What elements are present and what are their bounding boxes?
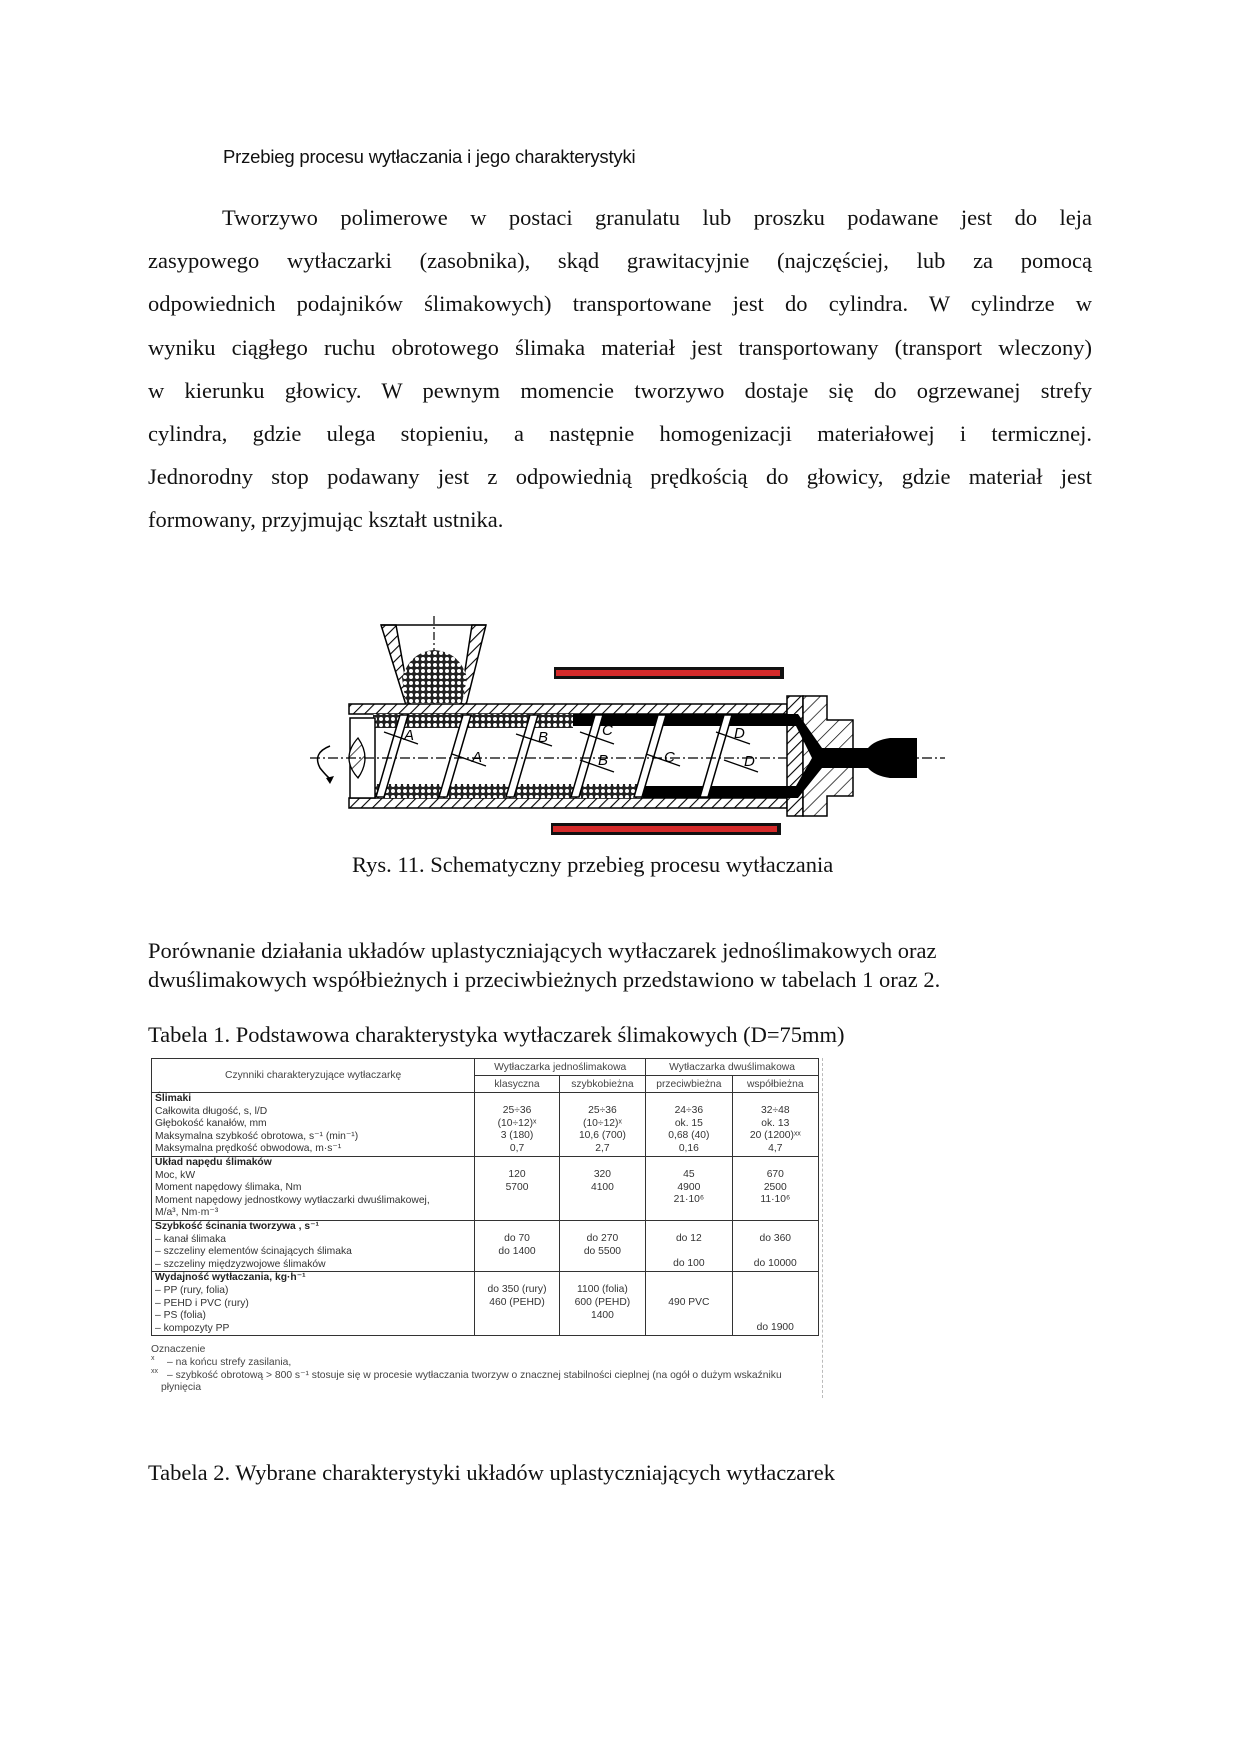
section-label-b2: B xyxy=(598,752,609,769)
section-label-c2: C xyxy=(664,749,675,766)
intro-line: Porównanie działania układów uplastyczniających wytłaczarek jednoślimakowych oraz xyxy=(148,938,937,963)
extruder-schematic-figure xyxy=(300,608,950,838)
section-title: Wydajność wytłaczania, kg·h⁻¹ xyxy=(155,1272,306,1284)
row-label: – PS (folia) xyxy=(155,1310,206,1322)
row-label: Moment napędowy jednostkowy wytłaczarki dwuślimakowej, xyxy=(155,1194,430,1206)
paragraph-line: Tworzywo polimerowe w postaci granulatu lub proszku podawane jest do leja xyxy=(222,205,1092,230)
note-item: x – na końcu strefy zasilania, xyxy=(151,1354,292,1368)
row-label: – kompozyty PP xyxy=(155,1322,230,1334)
scan-edge-line xyxy=(822,1058,823,1398)
intro-paragraph xyxy=(148,936,1048,994)
paragraph-line: odpowiednich podajników ślimakowych) transportowane jest do cylindra. W cylindrze w xyxy=(148,291,1092,317)
row-label: Głębokość kanałów, mm xyxy=(155,1118,267,1130)
row-label: – szczeliny międzyzwojowe ślimaków xyxy=(155,1258,326,1270)
section-label-c1: C xyxy=(602,722,613,739)
row-label: Moment napędowy ślimaka, Nm xyxy=(155,1182,302,1194)
header-col: przeciwbieżna xyxy=(646,1076,732,1093)
section-label-a2: A xyxy=(472,749,483,766)
paragraph-line: w kierunku głowicy. W pewnym momencie tworzywo dostaje się do ogrzewanej strefy xyxy=(148,377,1092,403)
intro-line: dwuślimakowych współbieżnych i przeciwbieżnych przedstawiono w tabelach 1 oraz 2. xyxy=(148,967,941,992)
paragraph-line: wyniku ciągłego ruchu obrotowego ślimaka materiał jest transportowany (transport wleczony) xyxy=(148,334,1092,360)
row-label: – kanał ślimaka xyxy=(155,1233,226,1245)
table2-title: Tabela 2. Wybrane charakterystyki układów uplastyczniających wytłaczarek xyxy=(148,1460,835,1485)
table-row: Układ napędu ślimaków Moc, kW Moment napędowy ślimaka, Nm Moment napędowy jednostkowy wytłaczarki dwuślimakowej, M/a³, Nm·m⁻³ 120 5700 320 4100 45 4900 21·10⁶ 670 2500 11·10⁶ xyxy=(152,1156,819,1220)
row-label: – PEHD i PVC (rury) xyxy=(155,1297,249,1309)
table-row: Szybkość ścinania tworzywa , s⁻¹ – kanał ślimaka – szczeliny elementów ścinających ślimaka – szczeliny międzyzwojowe ślimaków do 70 do 1400 do 270 do 5500 do 12 do 100 do 360 do 10000 xyxy=(152,1220,819,1271)
header-factors: Czynniki charakteryzujące wytłaczarkę xyxy=(152,1059,475,1093)
header-col: szybkobieżna xyxy=(559,1076,645,1093)
paragraph-line: cylindra, gdzie ulega stopieniu, a następnie homogenizacji materiałowej i termicznej. xyxy=(148,420,1092,446)
table1-title: Tabela 1. Podstawowa charakterystyka wytłaczarek ślimakowych (D=75mm) xyxy=(148,1022,845,1047)
row-label: Całkowita długość, s, l/D xyxy=(155,1105,268,1117)
row-label: – PP (rury, folia) xyxy=(155,1284,229,1296)
section-label-d2: D xyxy=(744,753,755,770)
section-label-a1: A xyxy=(404,727,415,744)
paragraph-line: Jednorodny stop podawany jest z odpowiednią prędkością do głowicy, gdzie materiał jest xyxy=(148,464,1092,490)
section-title: Szybkość ścinania tworzywa , s⁻¹ xyxy=(155,1220,319,1232)
section-label-b1: B xyxy=(538,729,549,746)
section-heading: Przebieg procesu wytłaczania i jego charakterystyki xyxy=(223,146,636,167)
table-row: Ślimaki Całkowita długość, s, l/D Głębokość kanałów, mm Maksymalna szybkość obrotowa, s⁻¹ (min⁻¹) Maksymalna prędkość obwodowa, m·s⁻¹ 25÷36 (10÷12)ˣ 3 (180) 0,7 25÷36 (10÷12)ˣ 10,6 (700) 2,7 24÷36 ok. 15 0,68 (40) 0,16 32÷48 ok. 13 20 (1200)ˣˣ 4,7 xyxy=(152,1093,819,1157)
row-label: Maksymalna prędkość obwodowa, m·s⁻¹ xyxy=(155,1143,342,1155)
table1-notes xyxy=(151,1344,811,1395)
paragraph-line: zasypowego wytłaczarki (zasobnika), skąd grawitacyjnie (najczęściej, lub za pomocą xyxy=(148,248,1092,274)
section-title: Układ napędu ślimaków xyxy=(155,1156,272,1168)
note-item: xx – szybkość obrotową > 800 s⁻¹ stosuje się w procesie wytłaczania tworzyw o znacznej stabilności cieplnej (na ogół o dużym wskaźniku płynięcia xyxy=(151,1367,782,1394)
row-label: Moc, kW xyxy=(155,1169,196,1181)
table-row: Wydajność wytłaczania, kg·h⁻¹ – PP (rury, folia) – PEHD i PVC (rury) – PS (folia) – kompozyty PP do 350 (rury) 460 (PEHD) 1100 (folia) 600 (PEHD) 1400 490 PVC do 1900 xyxy=(152,1272,819,1336)
row-label: Maksymalna szybkość obrotowa, s⁻¹ (min⁻¹) xyxy=(155,1130,359,1142)
table1 xyxy=(151,1058,819,1336)
row-label: – szczeliny elementów ścinających ślimaka xyxy=(155,1246,352,1258)
header-twin-screw: Wytłaczarka dwuślimakowa xyxy=(646,1059,819,1076)
notes-title: Oznaczenie xyxy=(151,1344,206,1355)
row-label: M/a³, Nm·m⁻³ xyxy=(155,1207,219,1219)
header-single-screw: Wytłaczarka jednoślimakowa xyxy=(475,1059,646,1076)
body-paragraph xyxy=(148,196,1092,542)
figure-caption: Rys. 11. Schematyczny przebieg procesu wytłaczania xyxy=(352,852,834,877)
header-col: współbieżna xyxy=(732,1076,818,1093)
section-label-d1: D xyxy=(734,725,745,742)
section-title: Ślimaki xyxy=(155,1093,192,1104)
paragraph-line: formowany, przyjmując kształt ustnika. xyxy=(148,507,504,533)
header-col: klasyczna xyxy=(475,1076,559,1093)
